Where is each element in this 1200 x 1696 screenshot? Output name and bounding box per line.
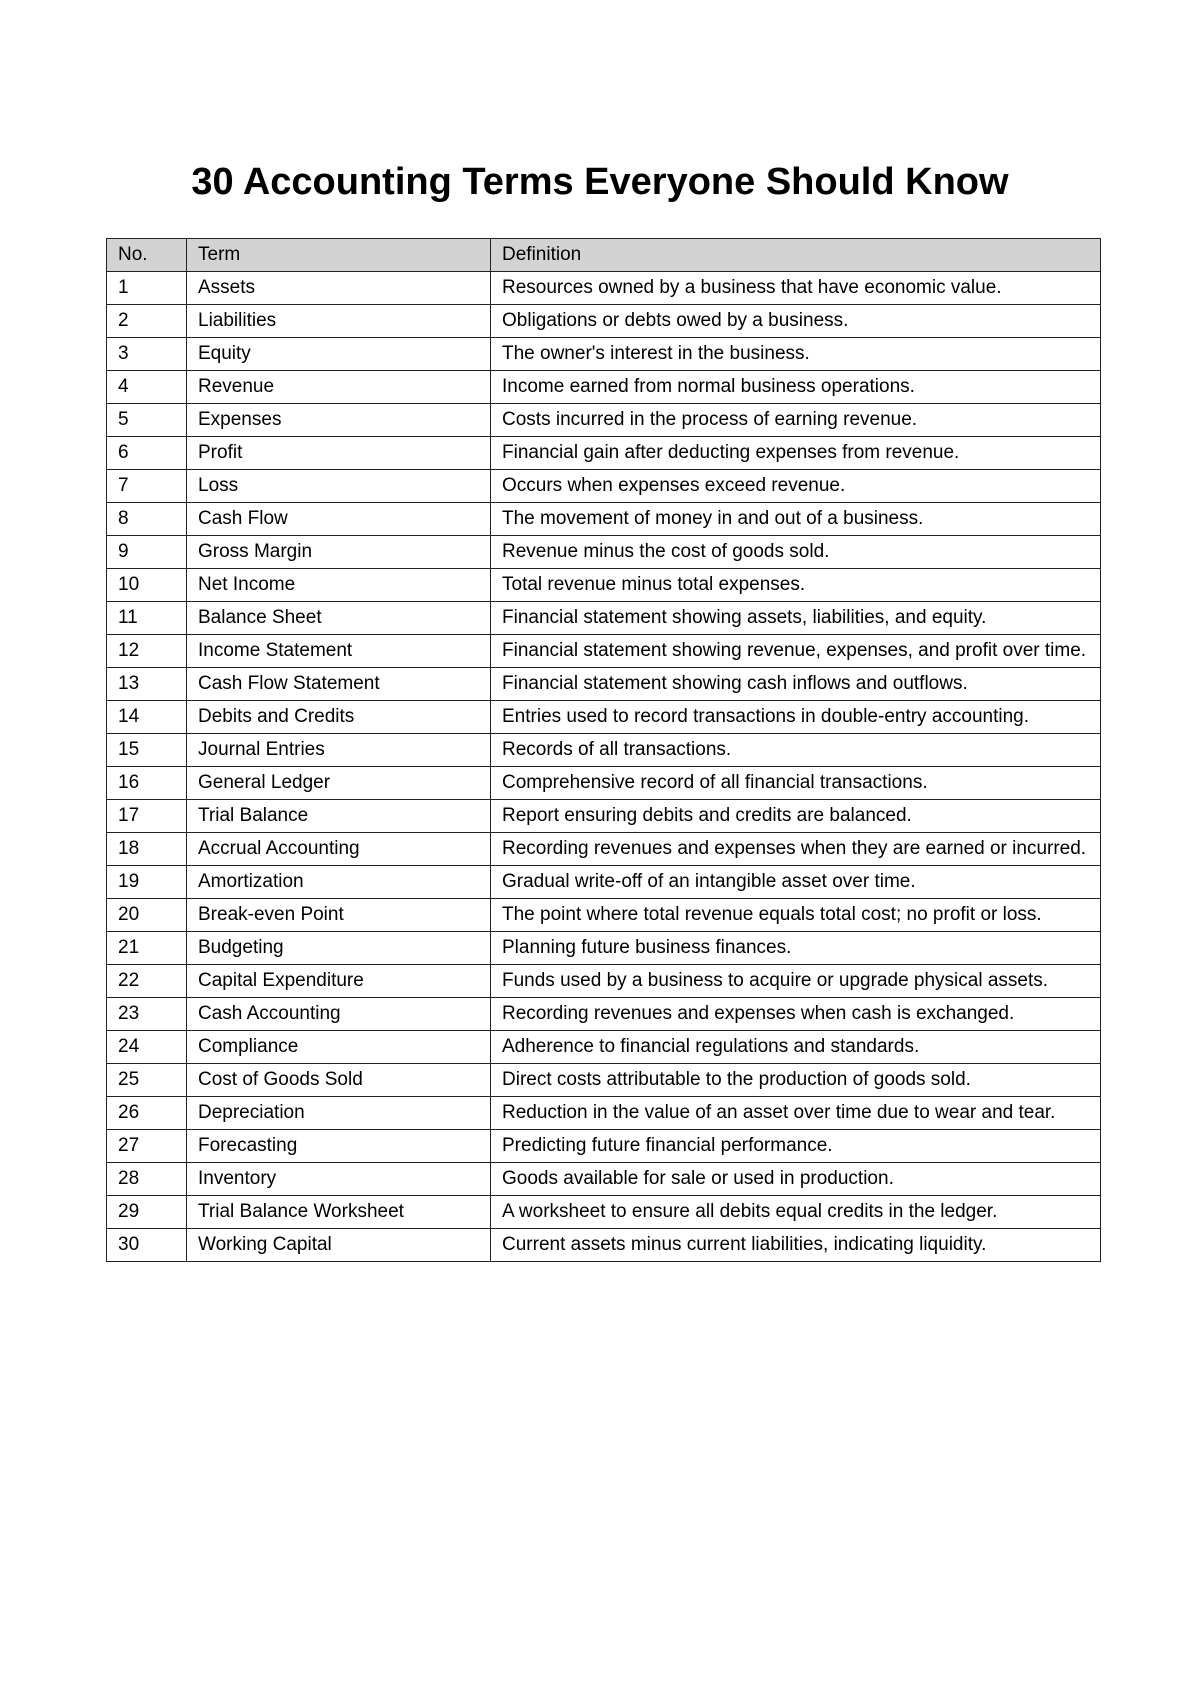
row-number-cell: 10 (107, 569, 187, 602)
table-row (107, 932, 1101, 965)
row-number-cell: 11 (107, 602, 187, 635)
table-row (107, 734, 1101, 767)
table-row (107, 899, 1101, 932)
definition-cell: Recording revenues and expenses when cash is exchanged. (491, 998, 1101, 1031)
definition-cell: Adherence to financial regulations and standards. (491, 1031, 1101, 1064)
table-row (107, 1229, 1101, 1262)
row-number-cell: 6 (107, 437, 187, 470)
page-title: 30 Accounting Terms Everyone Should Know (191, 161, 1009, 203)
row-number-cell: 4 (107, 371, 187, 404)
definition-cell: Entries used to record transactions in double-entry accounting. (491, 701, 1101, 734)
row-number-cell: 16 (107, 767, 187, 800)
table-row (107, 998, 1101, 1031)
row-number-cell: 9 (107, 536, 187, 569)
table-row (107, 635, 1101, 668)
term-cell: Gross Margin (187, 536, 491, 569)
table-row (107, 866, 1101, 899)
definition-cell: Report ensuring debits and credits are balanced. (491, 800, 1101, 833)
definition-cell: Records of all transactions. (491, 734, 1101, 767)
definition-cell: Planning future business finances. (491, 932, 1101, 965)
row-number-cell: 5 (107, 404, 187, 437)
term-cell: Cash Flow Statement (187, 668, 491, 701)
table-row (107, 767, 1101, 800)
term-cell: Cash Flow (187, 503, 491, 536)
row-number-cell: 13 (107, 668, 187, 701)
definition-cell: Financial statement showing revenue, expenses, and profit over time. (491, 635, 1101, 668)
table-row (107, 800, 1101, 833)
term-cell: Depreciation (187, 1097, 491, 1130)
term-cell: Balance Sheet (187, 602, 491, 635)
header-definition: Definition (491, 239, 1101, 272)
term-cell: Trial Balance (187, 800, 491, 833)
definition-cell: Obligations or debts owed by a business. (491, 305, 1101, 338)
row-number-cell: 29 (107, 1196, 187, 1229)
row-number-cell: 19 (107, 866, 187, 899)
term-cell: Equity (187, 338, 491, 371)
term-cell: Working Capital (187, 1229, 491, 1262)
row-number-cell: 30 (107, 1229, 187, 1262)
table-row (107, 602, 1101, 635)
row-number-cell: 20 (107, 899, 187, 932)
term-cell: Amortization (187, 866, 491, 899)
table-row (107, 668, 1101, 701)
definition-cell: The movement of money in and out of a business. (491, 503, 1101, 536)
term-cell: General Ledger (187, 767, 491, 800)
terms-table (106, 238, 1101, 1262)
definition-cell: The owner's interest in the business. (491, 338, 1101, 371)
row-number-cell: 8 (107, 503, 187, 536)
table-row (107, 272, 1101, 305)
row-number-cell: 28 (107, 1163, 187, 1196)
term-cell: Break-even Point (187, 899, 491, 932)
header-no: No. (107, 239, 187, 272)
table-row (107, 437, 1101, 470)
term-cell: Inventory (187, 1163, 491, 1196)
table-row (107, 305, 1101, 338)
table-row (107, 503, 1101, 536)
term-cell: Loss (187, 470, 491, 503)
row-number-cell: 23 (107, 998, 187, 1031)
definition-cell: Predicting future financial performance. (491, 1130, 1101, 1163)
row-number-cell: 12 (107, 635, 187, 668)
table-row (107, 470, 1101, 503)
row-number-cell: 26 (107, 1097, 187, 1130)
definition-cell: Gradual write-off of an intangible asset over time. (491, 866, 1101, 899)
definition-cell: Goods available for sale or used in production. (491, 1163, 1101, 1196)
term-cell: Debits and Credits (187, 701, 491, 734)
table-row (107, 569, 1101, 602)
definition-cell: Financial statement showing cash inflows and outflows. (491, 668, 1101, 701)
row-number-cell: 21 (107, 932, 187, 965)
term-cell: Forecasting (187, 1130, 491, 1163)
term-cell: Cash Accounting (187, 998, 491, 1031)
table-body (107, 272, 1101, 1262)
table-row (107, 965, 1101, 998)
term-cell: Journal Entries (187, 734, 491, 767)
table-row (107, 536, 1101, 569)
definition-cell: Financial statement showing assets, liabilities, and equity. (491, 602, 1101, 635)
definition-cell: Occurs when expenses exceed revenue. (491, 470, 1101, 503)
row-number-cell: 2 (107, 305, 187, 338)
table-row (107, 371, 1101, 404)
term-cell: Liabilities (187, 305, 491, 338)
term-cell: Revenue (187, 371, 491, 404)
definition-cell: Funds used by a business to acquire or upgrade physical assets. (491, 965, 1101, 998)
term-cell: Trial Balance Worksheet (187, 1196, 491, 1229)
row-number-cell: 15 (107, 734, 187, 767)
row-number-cell: 7 (107, 470, 187, 503)
table-row (107, 1196, 1101, 1229)
row-number-cell: 25 (107, 1064, 187, 1097)
table-row (107, 404, 1101, 437)
table-row (107, 833, 1101, 866)
term-cell: Profit (187, 437, 491, 470)
definition-cell: A worksheet to ensure all debits equal credits in the ledger. (491, 1196, 1101, 1229)
term-cell: Expenses (187, 404, 491, 437)
row-number-cell: 14 (107, 701, 187, 734)
definition-cell: Revenue minus the cost of goods sold. (491, 536, 1101, 569)
row-number-cell: 27 (107, 1130, 187, 1163)
table-row (107, 1064, 1101, 1097)
term-cell: Cost of Goods Sold (187, 1064, 491, 1097)
definition-cell: Costs incurred in the process of earning revenue. (491, 404, 1101, 437)
table-row (107, 1163, 1101, 1196)
row-number-cell: 1 (107, 272, 187, 305)
table-row (107, 1130, 1101, 1163)
row-number-cell: 24 (107, 1031, 187, 1064)
table-row (107, 338, 1101, 371)
table-header-row (107, 239, 1101, 272)
term-cell: Capital Expenditure (187, 965, 491, 998)
term-cell: Income Statement (187, 635, 491, 668)
term-cell: Accrual Accounting (187, 833, 491, 866)
definition-cell: The point where total revenue equals total cost; no profit or loss. (491, 899, 1101, 932)
definition-cell: Total revenue minus total expenses. (491, 569, 1101, 602)
row-number-cell: 18 (107, 833, 187, 866)
row-number-cell: 3 (107, 338, 187, 371)
term-cell: Compliance (187, 1031, 491, 1064)
table-row (107, 1097, 1101, 1130)
definition-cell: Recording revenues and expenses when they are earned or incurred. (491, 833, 1101, 866)
row-number-cell: 17 (107, 800, 187, 833)
definition-cell: Comprehensive record of all financial transactions. (491, 767, 1101, 800)
header-term: Term (187, 239, 491, 272)
definition-cell: Reduction in the value of an asset over time due to wear and tear. (491, 1097, 1101, 1130)
table-row (107, 701, 1101, 734)
definition-cell: Financial gain after deducting expenses from revenue. (491, 437, 1101, 470)
table-row (107, 1031, 1101, 1064)
definition-cell: Resources owned by a business that have economic value. (491, 272, 1101, 305)
definition-cell: Current assets minus current liabilities, indicating liquidity. (491, 1229, 1101, 1262)
row-number-cell: 22 (107, 965, 187, 998)
term-cell: Budgeting (187, 932, 491, 965)
definition-cell: Income earned from normal business operations. (491, 371, 1101, 404)
term-cell: Assets (187, 272, 491, 305)
term-cell: Net Income (187, 569, 491, 602)
definition-cell: Direct costs attributable to the production of goods sold. (491, 1064, 1101, 1097)
